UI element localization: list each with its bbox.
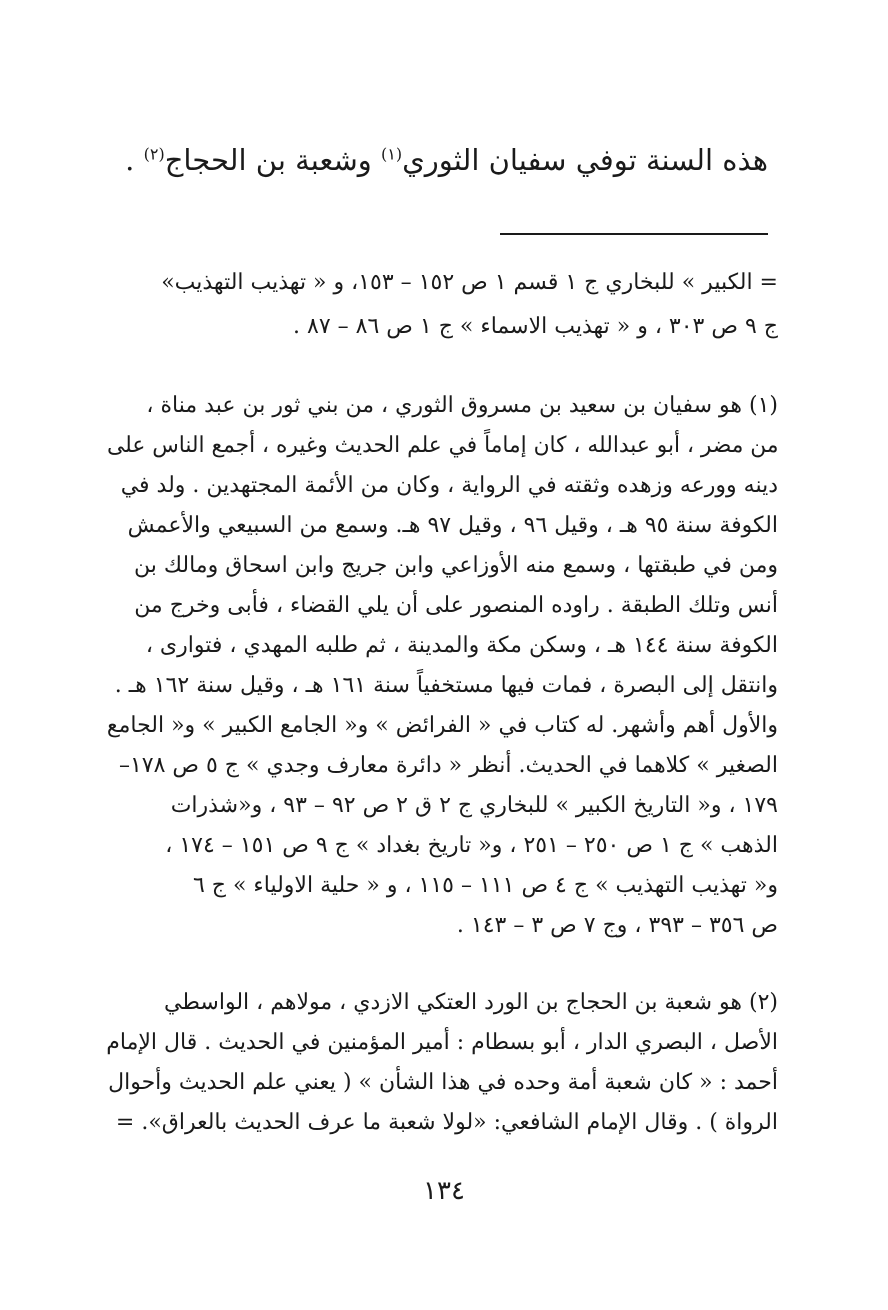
main-text-part-2: وشعبة بن الحجاج bbox=[164, 143, 381, 177]
footnote-1-line: و« تهذيب التهذيب » ج ٤ ص ١١١ – ١١٥ ، و « حلية الاولياء » ج ٦ bbox=[192, 873, 778, 898]
footnote-1-line: ومن في طبقتها ، وسمع منه الأوزاعي وابن جريج وابن اسحاق ومالك بن bbox=[134, 553, 778, 578]
footnote-1-line: (١) هو سفيان بن سعيد بن مسروق الثوري ، من بني ثور بن عبد مناة ، bbox=[146, 393, 778, 418]
footnote-1-line: من مضر ، أبو عبدالله ، كان إماماً في علم الحديث وغيره ، أجمع الناس على bbox=[106, 433, 778, 458]
footnote-1-line: ص ٣٥٦ – ٣٩٣ ، وج ٧ ص ٣ – ١٤٣ . bbox=[456, 913, 778, 938]
footnote-ref-2: (٢) bbox=[143, 144, 165, 164]
main-text-line bbox=[125, 138, 768, 182]
page-number: ١٣٤ bbox=[423, 1176, 465, 1206]
footnote-2-line: أحمد : « كان شعبة أمة وحده في هذا الشأن » ( يعني علم الحديث وأحوال bbox=[108, 1070, 778, 1095]
footnote-1-line: الصغير » كلاهما في الحديث. أنظر « دائرة معارف وجدي » ج ٥ ص ١٧٨– bbox=[118, 753, 778, 778]
footnote-2-line: الأصل ، البصري الدار ، أبو بسطام : أمير المؤمنين في الحديث . قال الإمام bbox=[106, 1030, 778, 1055]
footnote-1-line: أنس وتلك الطبقة . راوده المنصور على أن يلي القضاء ، فأبى وخرج من bbox=[134, 593, 778, 618]
footnote-1-line: الذهب » ج ١ ص ٢٥٠ – ٢٥١ ، و« تاريخ بغداد » ج ٩ ص ١٥١ – ١٧٤ ، bbox=[165, 833, 778, 858]
footnote-1-line: الكوفة سنة ١٤٤ هـ ، وسكن مكة والمدينة ، ثم طلبه المهدي ، فتوارى ، bbox=[145, 633, 778, 658]
footnote-1-line: والأول أهم وأشهر. له كتاب في « الفرائض » و« الجامع الكبير » و« الجامع bbox=[106, 713, 778, 738]
continuation-line: = الكبير » للبخاري ج ١ قسم ١ ص ١٥٢ – ١٥٣، و « تهذيب التهذيب» bbox=[161, 270, 778, 295]
footnote-separator bbox=[500, 233, 768, 235]
footnote-ref-1: (١) bbox=[380, 144, 403, 164]
footnote-1-line: الكوفة سنة ٩٥ هـ ، وقيل ٩٦ ، وقيل ٩٧ هـ. وسمع من السبيعي والأعمش bbox=[127, 513, 778, 538]
footnote-1-line: دينه وورعه وزهده وثقته في الرواية ، وكان من الأئمة المجتهدين . ولد في bbox=[120, 473, 778, 498]
footnote-1-line: ١٧٩ ، و« التاريخ الكبير » للبخاري ج ٢ ق ٢ ص ٩٢ – ٩٣ ، و«شذرات bbox=[170, 793, 778, 818]
continuation-line: ج ٩ ص ٣٠٣ ، و « تهذيب الاسماء » ج ١ ص ٨٦ – ٨٧ . bbox=[293, 314, 778, 339]
footnote-2-line: الرواة ) . وقال الإمام الشافعي: «لولا شعبة ما عرف الحديث بالعراق». = bbox=[115, 1110, 778, 1135]
main-text-part-1: هذه السنة توفي سفيان الثوري bbox=[402, 143, 768, 177]
main-text-part-3: . bbox=[125, 143, 144, 177]
footnote-1-line: وانتقل إلى البصرة ، فمات فيها مستخفياً سنة ١٦١ هـ ، وقيل سنة ١٦٢ هـ . bbox=[114, 673, 778, 698]
footnote-2-line: (٢) هو شعبة بن الحجاج بن الورد العتكي الازدي ، مولاهم ، الواسطي bbox=[164, 990, 778, 1015]
